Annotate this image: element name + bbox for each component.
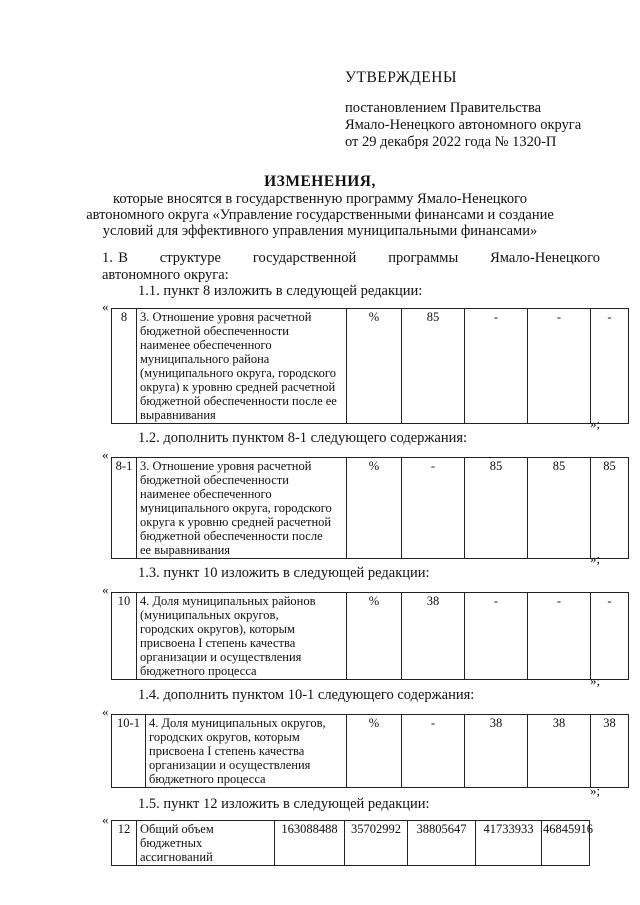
row-description: 3. Отношение уровня расчетной бюджетной обеспеченности наименее обеспеченного муниципального округа, городского округа к уровню средней расчетной бюджетной обеспеченности после ее выравнивания: [137, 458, 347, 559]
close-quote: »;: [590, 551, 601, 566]
row-unit: %: [347, 715, 402, 788]
open-quote: «: [102, 299, 109, 314]
open-quote: «: [102, 704, 109, 719]
row-value: 163088488: [275, 821, 345, 866]
indicator-table: [111, 308, 629, 424]
open-quote: «: [102, 447, 109, 462]
section-heading: 1.2. дополнить пунктом 8-1 следующего содержания:: [138, 430, 468, 446]
row-number: 8-1: [112, 458, 137, 559]
row-value: 35702992: [345, 821, 408, 866]
row-unit: %: [347, 458, 402, 559]
row-unit: %: [347, 309, 402, 424]
row-value: -: [402, 715, 465, 788]
row-value: 38805647: [408, 821, 476, 866]
row-number: 10-1: [112, 715, 146, 788]
table-row: [112, 458, 629, 559]
row-value: 38: [465, 715, 528, 788]
section-heading: 1.1. пункт 8 изложить в следующей редакции:: [138, 283, 423, 299]
subtitle-line: условий для эффективного управления муниципальными финансами»: [102, 223, 538, 239]
section-heading: 1.3. пункт 10 изложить в следующей редакции:: [138, 565, 430, 581]
row-value: 38: [402, 593, 465, 680]
close-quote: »;: [590, 783, 601, 798]
section-heading: 1.5. пункт 12 изложить в следующей редакции:: [138, 796, 430, 812]
row-value: 46845916: [542, 821, 590, 866]
item-1-text: 1. В структуре государственной программы Ямало-Ненецкого: [102, 250, 600, 266]
table-row: [112, 593, 629, 680]
indicator-table: [111, 457, 629, 559]
row-value: -: [591, 309, 629, 424]
subtitle-line: автономного округа «Управление государственными финансами и создание: [86, 207, 554, 223]
table-row: [112, 821, 590, 866]
indicator-table: [111, 592, 629, 680]
row-description: 3. Отношение уровня расчетной бюджетной обеспеченности наименее обеспеченного муниципального района (муниципального округа, городского округа) к уровню средней расчетной бюджетной обеспеченности после ее выравнивания: [137, 309, 347, 424]
row-number: 12: [112, 821, 137, 866]
row-value: -: [465, 593, 528, 680]
row-number: 8: [112, 309, 137, 424]
row-value: 85: [591, 458, 629, 559]
row-description: 4. Доля муниципальных округов, городских округов, которым присвоена I степень качества организации и осуществления бюджетного процесса: [146, 715, 347, 788]
row-value: 41733933: [476, 821, 542, 866]
open-quote: «: [102, 812, 109, 827]
row-description: 4. Доля муниципальных районов (муниципальных округов, городских округов), которым присвоена I степень качества организации и осуществления бюджетного процесса: [137, 593, 347, 680]
row-description: Общий объем бюджетных ассигнований: [137, 821, 275, 866]
row-value: -: [528, 309, 591, 424]
row-value: 38: [528, 715, 591, 788]
indicator-table: [111, 714, 629, 788]
approval-stamp-title: УТВЕРЖДЕНЫ: [345, 69, 457, 86]
row-value: 85: [402, 309, 465, 424]
approval-line: постановлением Правительства: [345, 100, 542, 116]
row-value: -: [528, 593, 591, 680]
table-row: [112, 309, 629, 424]
row-value: 38: [591, 715, 629, 788]
row-value: 85: [528, 458, 591, 559]
item-1-text-continued: автономного округа:: [102, 267, 229, 283]
subtitle-line: которые вносятся в государственную программу Ямало-Ненецкого: [113, 191, 527, 207]
approval-line: от 29 декабря 2022 года № 1320-П: [345, 134, 557, 150]
row-value: -: [402, 458, 465, 559]
budget-table: [111, 820, 593, 866]
document-title: ИЗМЕНЕНИЯ,: [264, 173, 376, 190]
row-value: -: [465, 309, 528, 424]
close-quote: »;: [590, 416, 601, 431]
row-value: -: [591, 593, 629, 680]
table-row: [112, 715, 629, 788]
row-number: 10: [112, 593, 137, 680]
approval-line: Ямало-Ненецкого автономного округа: [345, 117, 582, 133]
section-heading: 1.4. дополнить пунктом 10-1 следующего содержания:: [138, 687, 475, 703]
row-unit: %: [347, 593, 402, 680]
row-value: 85: [465, 458, 528, 559]
open-quote: «: [102, 582, 109, 597]
close-quote: »;: [590, 673, 601, 688]
